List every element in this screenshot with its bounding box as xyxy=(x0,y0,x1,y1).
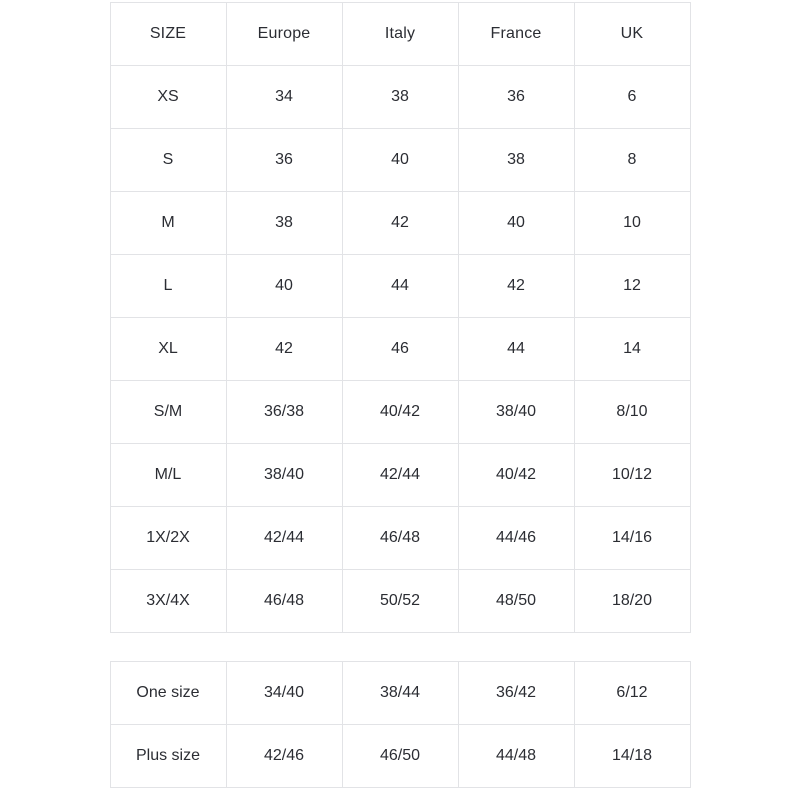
cell-europe: 36 xyxy=(226,129,342,192)
cell-france: 44/48 xyxy=(458,725,574,788)
row-label: One size xyxy=(110,662,226,725)
table-body xyxy=(110,662,690,788)
one-size-table-container xyxy=(110,661,691,788)
table-row xyxy=(110,318,690,381)
column-header-france: France xyxy=(458,3,574,66)
cell-france: 44 xyxy=(458,318,574,381)
table-row xyxy=(110,444,690,507)
size-conversion-table xyxy=(110,2,691,633)
row-label: 1X/2X xyxy=(110,507,226,570)
cell-europe: 38/40 xyxy=(226,444,342,507)
cell-italy: 40 xyxy=(342,129,458,192)
cell-europe: 40 xyxy=(226,255,342,318)
cell-france: 38/40 xyxy=(458,381,574,444)
row-label: S/M xyxy=(110,381,226,444)
cell-france: 36 xyxy=(458,66,574,129)
row-label: S xyxy=(110,129,226,192)
cell-france: 36/42 xyxy=(458,662,574,725)
table-header-row xyxy=(110,3,690,66)
column-header-europe: Europe xyxy=(226,3,342,66)
cell-europe: 42 xyxy=(226,318,342,381)
cell-italy: 46/48 xyxy=(342,507,458,570)
cell-italy: 42/44 xyxy=(342,444,458,507)
row-label: 3X/4X xyxy=(110,570,226,633)
row-label: L xyxy=(110,255,226,318)
cell-france: 38 xyxy=(458,129,574,192)
row-label: M/L xyxy=(110,444,226,507)
column-header-uk: UK xyxy=(574,3,690,66)
table-row xyxy=(110,381,690,444)
cell-uk: 10/12 xyxy=(574,444,690,507)
cell-europe: 38 xyxy=(226,192,342,255)
cell-france: 48/50 xyxy=(458,570,574,633)
cell-italy: 40/42 xyxy=(342,381,458,444)
table-row xyxy=(110,570,690,633)
table-row xyxy=(110,129,690,192)
cell-uk: 18/20 xyxy=(574,570,690,633)
cell-france: 44/46 xyxy=(458,507,574,570)
cell-europe: 42/44 xyxy=(226,507,342,570)
column-header-italy: Italy xyxy=(342,3,458,66)
row-label: Plus size xyxy=(110,725,226,788)
cell-europe: 36/38 xyxy=(226,381,342,444)
cell-italy: 44 xyxy=(342,255,458,318)
one-size-table xyxy=(110,661,691,788)
table-row xyxy=(110,507,690,570)
row-label: XS xyxy=(110,66,226,129)
cell-italy: 50/52 xyxy=(342,570,458,633)
size-conversion-table-container xyxy=(110,2,691,633)
column-header-size: SIZE xyxy=(110,3,226,66)
table-row xyxy=(110,192,690,255)
cell-europe: 34 xyxy=(226,66,342,129)
table-header xyxy=(110,3,690,66)
cell-france: 42 xyxy=(458,255,574,318)
cell-italy: 42 xyxy=(342,192,458,255)
table-row xyxy=(110,662,690,725)
cell-uk: 14 xyxy=(574,318,690,381)
cell-france: 40 xyxy=(458,192,574,255)
table-row xyxy=(110,725,690,788)
row-label: M xyxy=(110,192,226,255)
cell-italy: 46 xyxy=(342,318,458,381)
cell-uk: 14/18 xyxy=(574,725,690,788)
cell-italy: 38 xyxy=(342,66,458,129)
cell-europe: 34/40 xyxy=(226,662,342,725)
row-label: XL xyxy=(110,318,226,381)
cell-europe: 46/48 xyxy=(226,570,342,633)
cell-uk: 8/10 xyxy=(574,381,690,444)
cell-france: 40/42 xyxy=(458,444,574,507)
cell-uk: 8 xyxy=(574,129,690,192)
cell-uk: 14/16 xyxy=(574,507,690,570)
cell-italy: 46/50 xyxy=(342,725,458,788)
cell-europe: 42/46 xyxy=(226,725,342,788)
table-body xyxy=(110,66,690,633)
cell-italy: 38/44 xyxy=(342,662,458,725)
cell-uk: 6/12 xyxy=(574,662,690,725)
cell-uk: 10 xyxy=(574,192,690,255)
table-row xyxy=(110,255,690,318)
table-row xyxy=(110,66,690,129)
cell-uk: 6 xyxy=(574,66,690,129)
cell-uk: 12 xyxy=(574,255,690,318)
